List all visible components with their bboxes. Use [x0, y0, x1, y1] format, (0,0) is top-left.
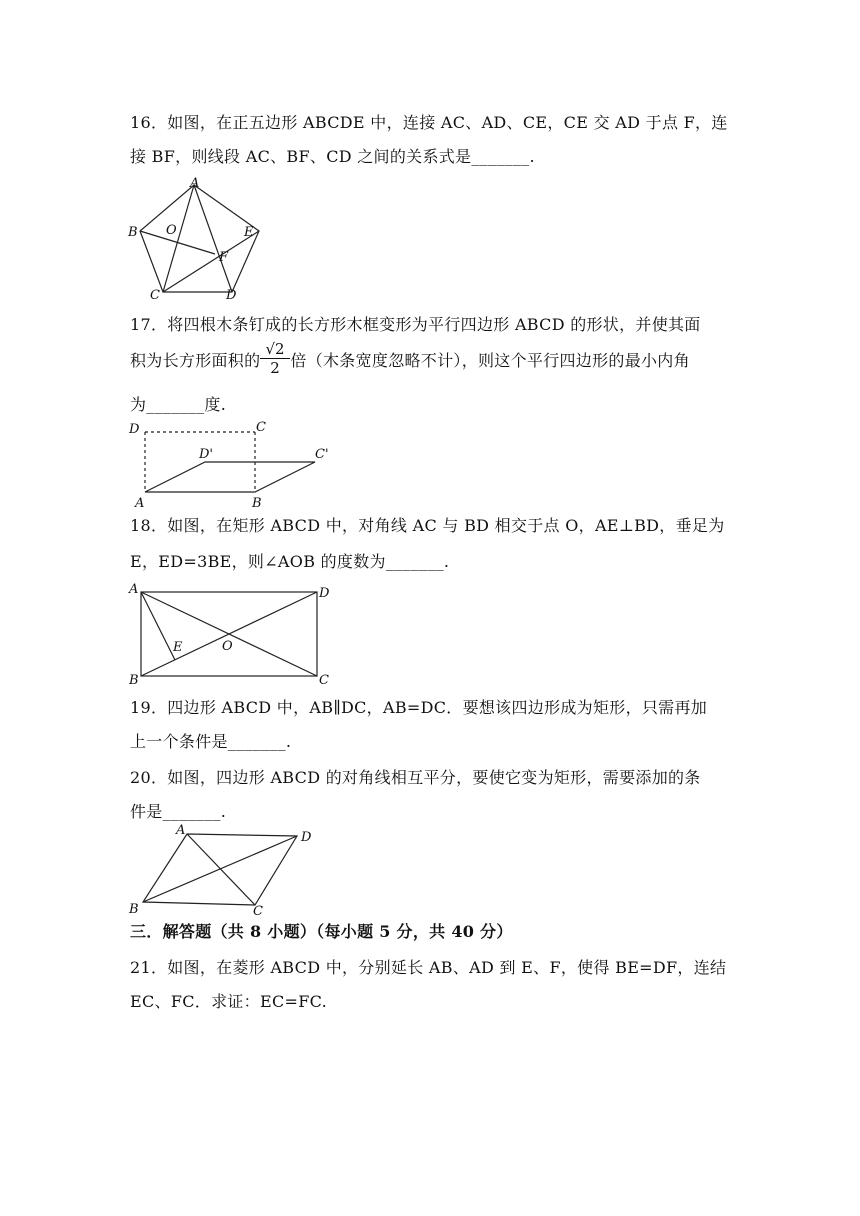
q16-label-O: O — [166, 223, 177, 238]
q17-text-line1: 17．将四根木条钉成的长方形木框变形为平行四边形 ABCD 的形状，并使其面 — [130, 315, 701, 334]
q17-text-line2-post: 倍（木条宽度忽略不计），则这个平行四边形的最小内角 — [290, 351, 690, 370]
q17-label-A: A — [135, 496, 145, 511]
q18-text-line2: E，ED=3BE，则∠AOB 的度数为_______. — [130, 552, 450, 571]
q17-label-C-prime: C' — [315, 447, 329, 462]
q17-fraction — [260, 340, 290, 377]
q17-label-D: D — [129, 422, 140, 437]
q20-quadrilateral-figure — [125, 822, 325, 917]
q18-rectangle-figure — [125, 580, 340, 685]
q16-label-E: E — [244, 225, 254, 240]
q17-text-line3: 为_______度. — [130, 395, 227, 414]
q18-label-C: C — [319, 673, 329, 685]
q16-pentagon-figure — [120, 175, 270, 305]
q17-parallelogram-figure — [125, 416, 345, 511]
q16-label-A: A — [190, 176, 200, 191]
q17-fraction-denominator: 2 — [270, 359, 280, 377]
q17-label-D-prime: D' — [199, 447, 213, 462]
q18-label-D: D — [319, 586, 330, 601]
q17-label-C: C — [256, 420, 266, 435]
q18-label-E: E — [173, 640, 183, 655]
q20-label-B: B — [129, 902, 139, 917]
q19-text-line1: 19．四边形 ABCD 中，AB∥DC，AB=DC．要想该四边形成为矩形，只需再加 — [130, 698, 708, 717]
q21-text-line1: 21．如图，在菱形 ABCD 中，分别延长 AB、AD 到 E、F，使得 BE=DF，连结 — [130, 958, 727, 977]
q18-label-O: O — [222, 639, 233, 654]
q16-label-D: D — [226, 288, 237, 303]
q17-text-line2-pre: 积为长方形面积的 — [130, 351, 261, 370]
q17-label-B: B — [252, 496, 262, 511]
q16-label-B: B — [128, 225, 138, 240]
q18-label-A: A — [129, 582, 139, 597]
q20-label-D: D — [301, 830, 312, 845]
q17-fraction-numerator: √2 — [260, 340, 290, 359]
q21-text-line2: EC、FC．求证：EC=FC. — [130, 992, 327, 1011]
q19-text-line2: 上一个条件是_______. — [130, 732, 292, 751]
section3-title: 三．解答题（共 8 小题）（每小题 5 分，共 40 分） — [130, 922, 513, 941]
q20-text-line2: 件是_______. — [130, 802, 227, 821]
q17-text-line2 — [130, 350, 690, 372]
q16-text-line1: 16．如图，在正五边形 ABCDE 中，连接 AC、AD、CE，CE 交 AD 于点 F，连 — [130, 113, 728, 132]
q16-label-C: C — [150, 288, 160, 303]
q18-text-line1: 18．如图，在矩形 ABCD 中，对角线 AC 与 BD 相交于点 O，AE⊥BD，垂足为 — [130, 516, 725, 535]
q16-text-line2: 接 BF，则线段 AC、BF、CD 之间的关系式是_______. — [130, 147, 535, 166]
q20-label-C: C — [253, 904, 263, 917]
q16-label-F: F — [219, 250, 229, 265]
q20-text-line1: 20．如图，四边形 ABCD 的对角线相互平分，要使它变为矩形，需要添加的条 — [130, 768, 701, 787]
q20-label-A: A — [176, 823, 186, 838]
q18-label-B: B — [129, 673, 139, 685]
